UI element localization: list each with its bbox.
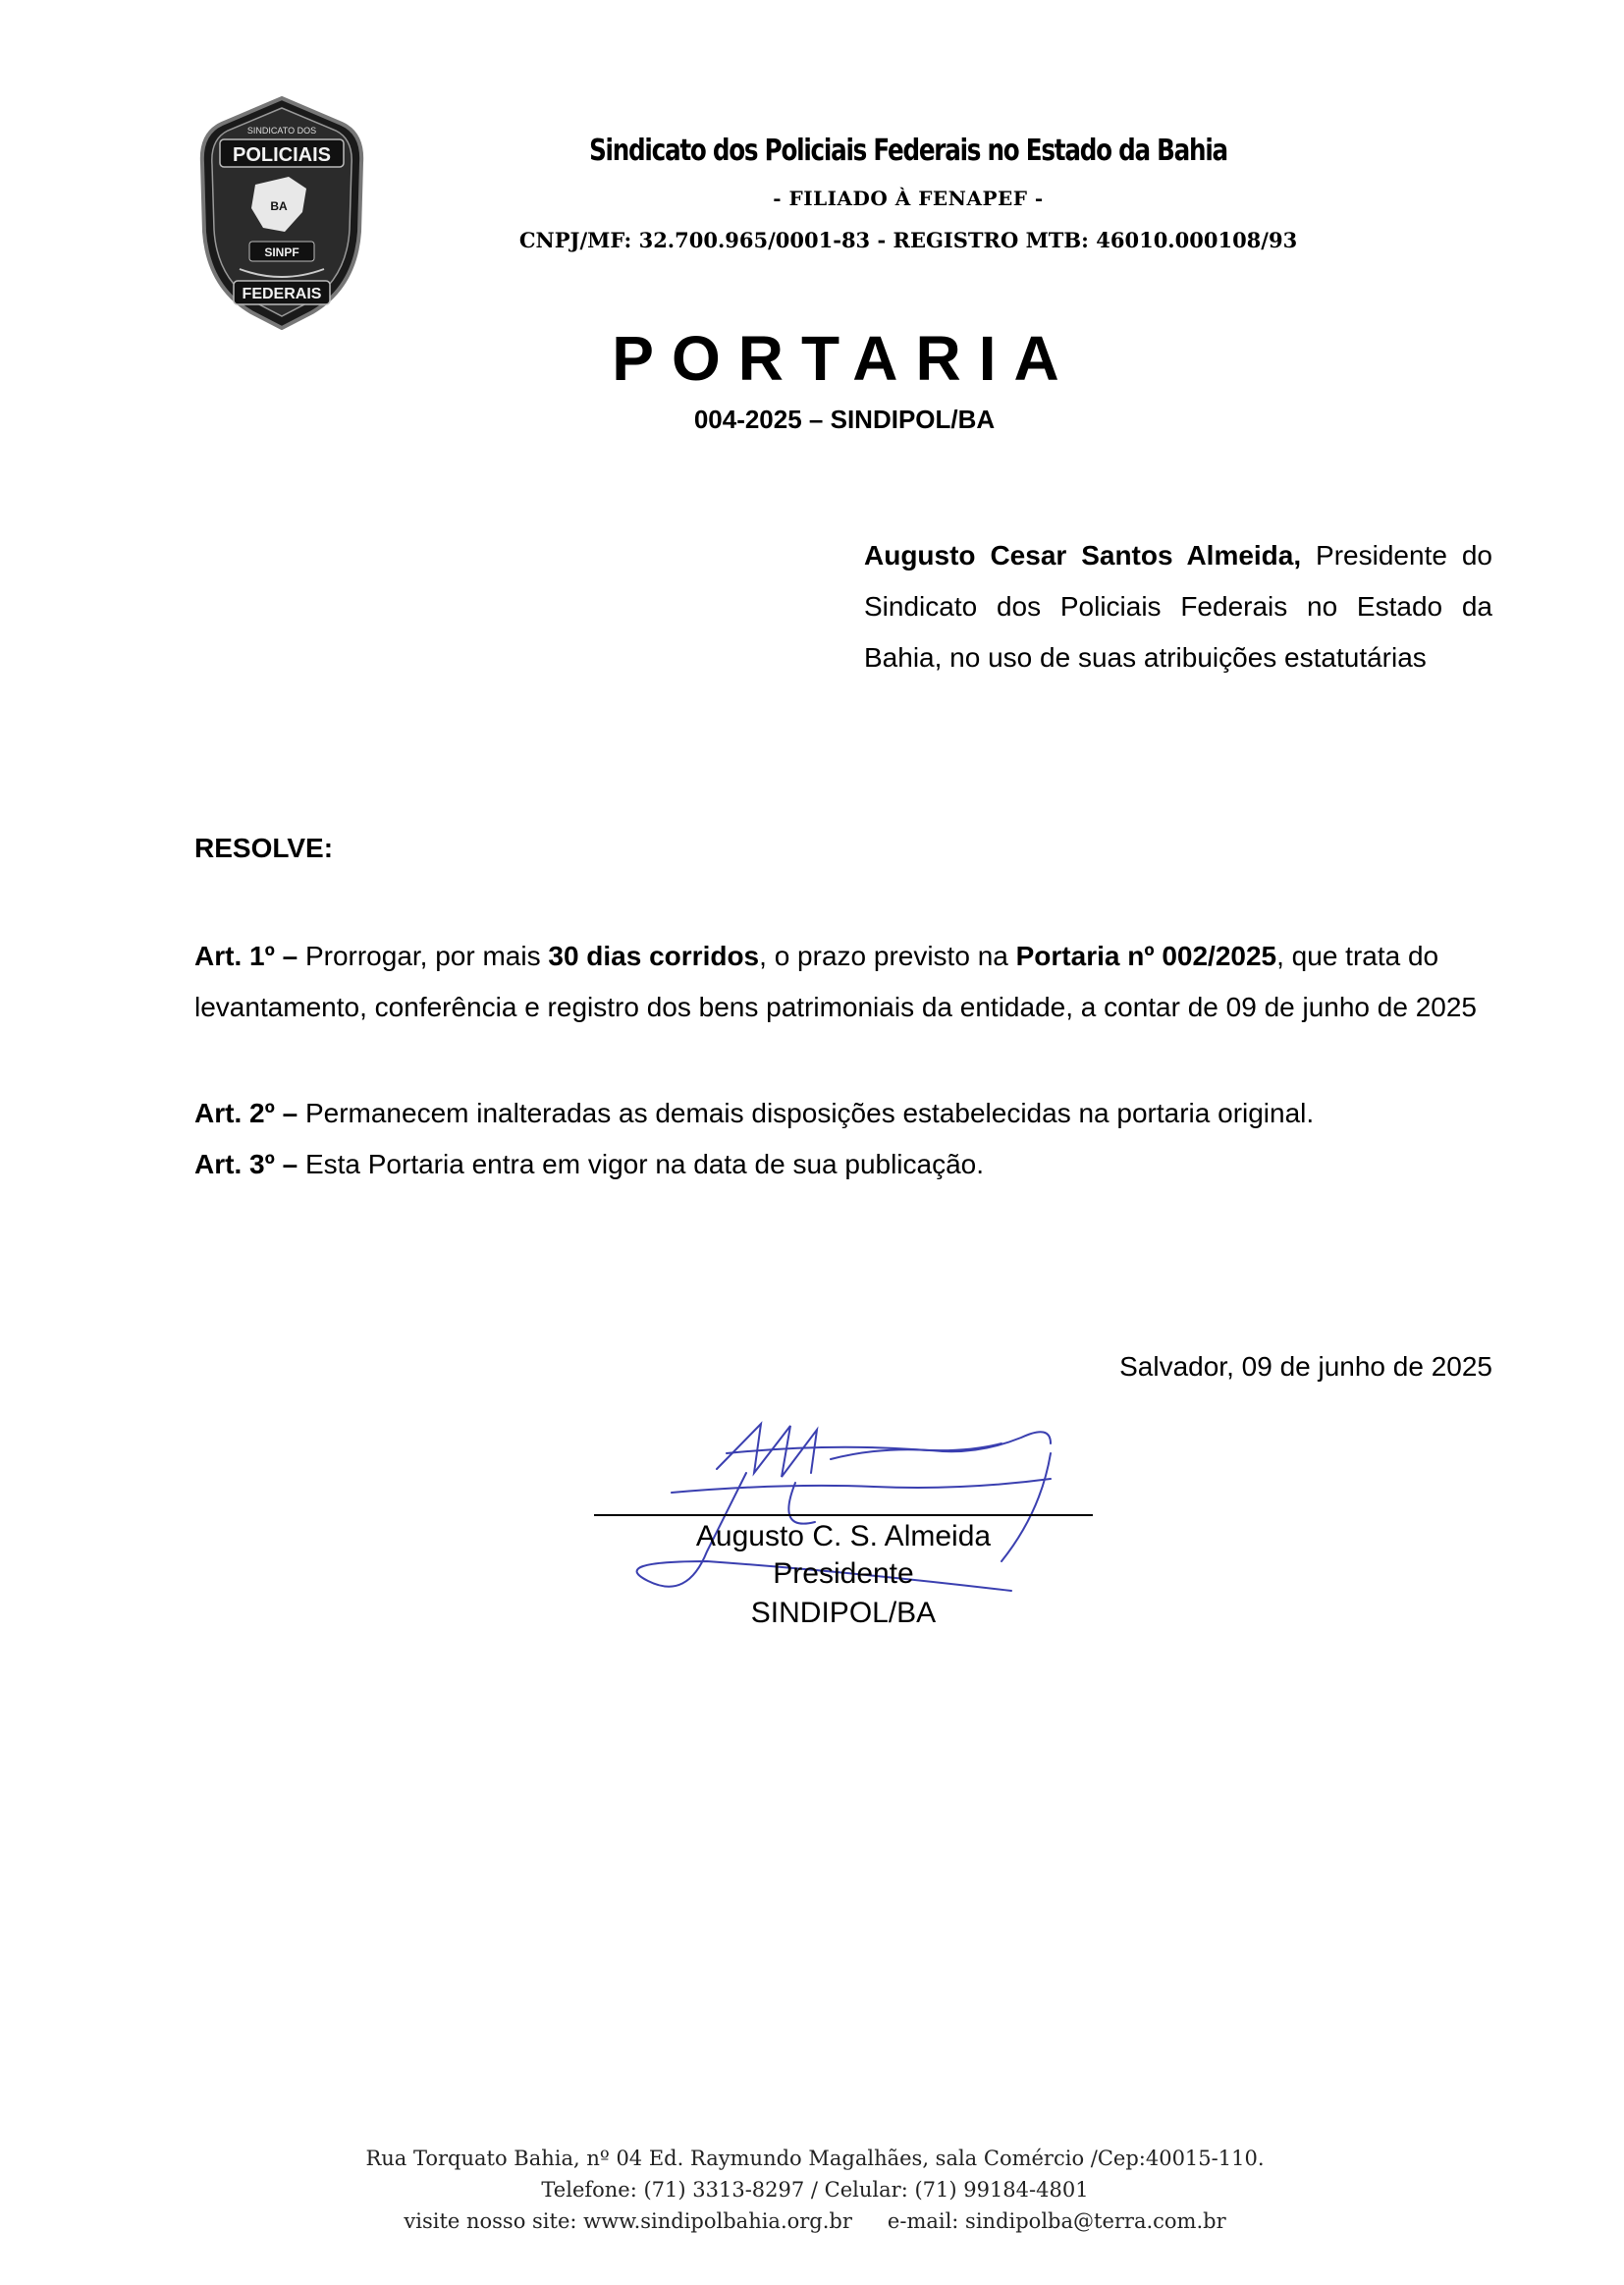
footer-phones: Telefone: (71) 3313-8297 / Celular: (71) 99184-4801 (541, 2178, 1089, 2202)
preamble-text: Presidente do Sindicato dos Policiais Federais no Estado da Bahia, no uso de suas atribuições estatutárias (864, 540, 1492, 673)
footer-contacts (295, 2209, 1335, 2233)
article-2 (194, 1088, 1492, 1139)
signer-name: Augusto C. S. Almeida (695, 1520, 992, 1552)
badge-acronym-text: SINPF (264, 245, 299, 259)
registry-line: CNPJ/MF: 32.700.965/0001-83 - REGISTRO MTB: 46010.000108/93 (518, 228, 1298, 252)
article-3 (194, 1139, 1492, 1190)
article-1 (194, 931, 1492, 1033)
union-badge-logo (194, 94, 369, 330)
article-dash: – (274, 941, 305, 971)
signer-role: Presidente (773, 1557, 914, 1590)
document-title: PORTARIA (612, 323, 1077, 394)
article-emphasis: Portaria nº 002/2025 (1015, 941, 1277, 971)
badge-top-text: SINDICATO DOS (246, 126, 317, 136)
signer-organization: SINDIPOL/BA (750, 1597, 937, 1629)
article-text: , o prazo previsto na (759, 941, 1016, 971)
badge-state-text: BA (270, 199, 288, 213)
article-text: Esta Portaria entra em vigor na data de sua publicação. (304, 1149, 985, 1179)
article-dash: – (274, 1098, 305, 1128)
preamble-paragraph (864, 530, 1492, 683)
badge-main-text: POLICIAIS (232, 144, 332, 166)
affiliation-line: - FILIADO À FENAPEF - (773, 187, 1044, 210)
badge-bottom-text: FEDERAIS (242, 286, 322, 302)
article-label: Art. 2º (194, 1098, 275, 1128)
article-text: , que trata do levantamento, conferência e registro dos bens patrimoniais da entidade, a contar de 09 de junho de 2025 (194, 941, 1477, 1022)
resolve-heading: RESOLVE: (194, 833, 334, 863)
footer-website: visite nosso site: www.sindipolbahia.org.br (404, 2209, 852, 2233)
footer-address: Rua Torquato Bahia, nº 04 Ed. Raymundo Magalhães, sala Comércio /Cep:40015-110. (365, 2147, 1265, 2170)
article-emphasis: 30 dias corridos (548, 941, 760, 971)
place-and-date: Salvador, 09 de junho de 2025 (1119, 1351, 1492, 1382)
signature-line (594, 1514, 1093, 1516)
organization-name: Sindicato dos Policiais Federais no Estado da Bahia (589, 134, 1227, 168)
article-label: Art. 3º (194, 1149, 275, 1179)
article-label: Art. 1º (194, 941, 275, 971)
president-name: Augusto Cesar Santos Almeida, (864, 540, 1302, 571)
article-dash: – (274, 1149, 305, 1179)
footer-email: e-mail: sindipolba@terra.com.br (887, 2209, 1226, 2233)
article-text: Prorrogar, por mais (304, 941, 549, 971)
article-text: Permanecem inalteradas as demais disposições estabelecidas na portaria original. (304, 1098, 1315, 1128)
document-number: 004-2025 – SINDIPOL/BA (693, 405, 996, 434)
